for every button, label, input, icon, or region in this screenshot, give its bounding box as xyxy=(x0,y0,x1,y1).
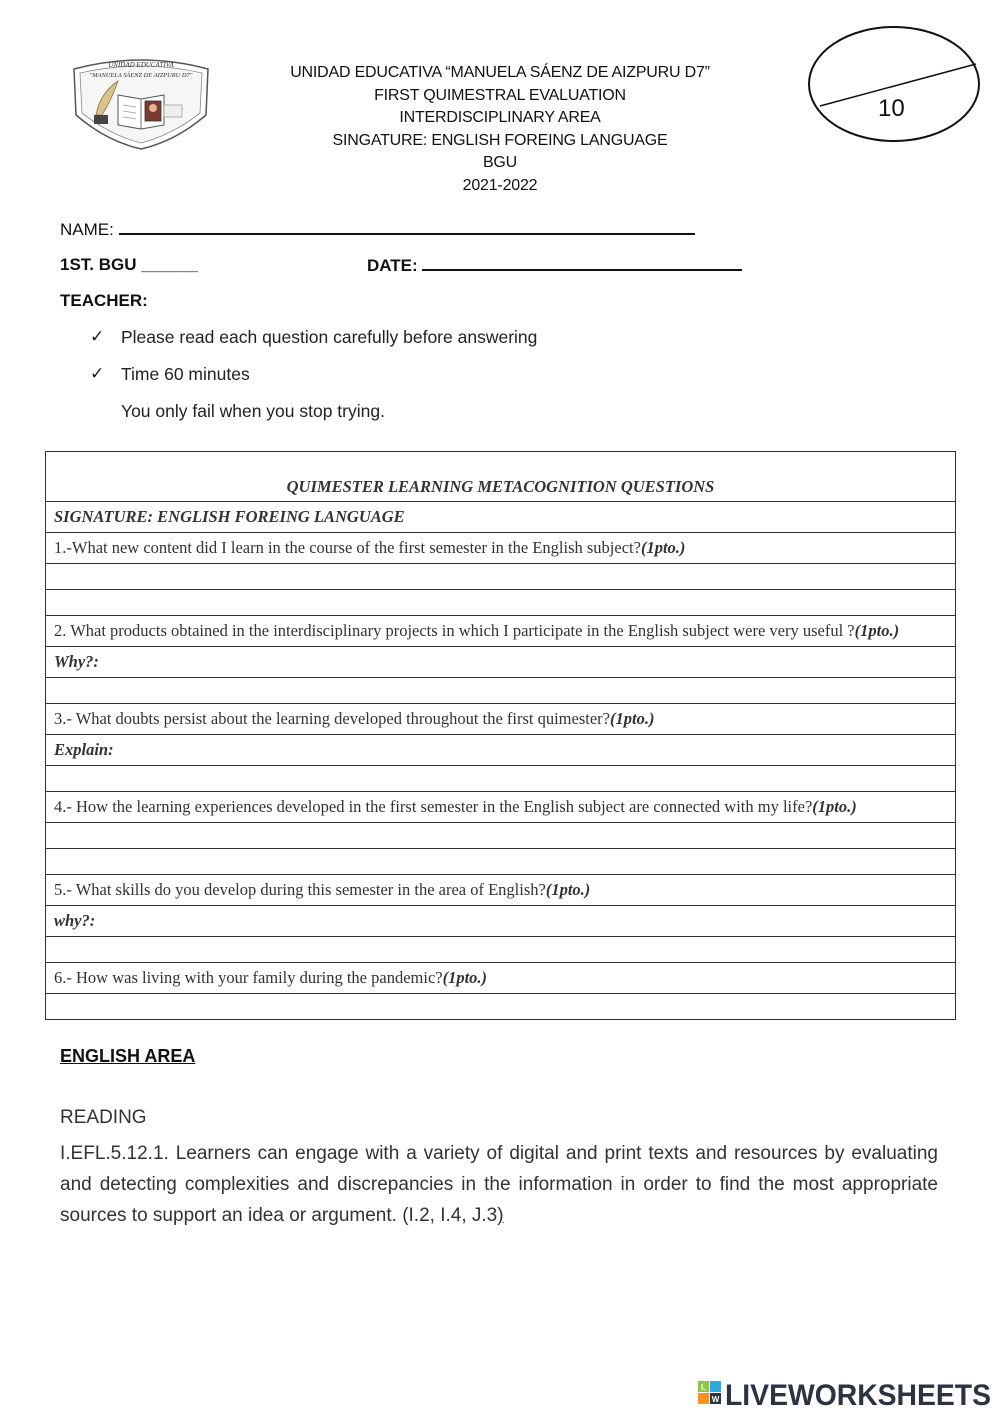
question-2: 2. What products obtained in the interdisciplinary projects in which I participate in the English subject were very useful ?(1pto.) xyxy=(46,616,956,647)
table-subject: SIGNATURE: ENGLISH FOREING LANGUAGE xyxy=(46,502,956,533)
name-label: NAME: xyxy=(60,220,114,239)
score-circle xyxy=(806,24,982,144)
instruction-time: Time 60 minutes xyxy=(121,364,250,384)
reading-heading: READING xyxy=(60,1107,147,1128)
header-line-subject: SINGATURE: ENGLISH FOREING LANGUAGE xyxy=(332,131,668,149)
question-5: 5.- What skills do you develop during this semester in the area of English?(1pto.) xyxy=(46,875,956,906)
inkwell-icon xyxy=(94,115,108,124)
english-area-title: ENGLISH AREA xyxy=(60,1046,196,1066)
date-row xyxy=(367,255,742,276)
reading-objective: I.EFL.5.12.1. Learners can engage with a variety of digital and print texts and resources by evaluating and detecting complexities and discrepancies in the information in order to find the most appropriate sources to support an idea or argument. (I.2, I.4, J.3) xyxy=(60,1143,938,1226)
date-blank[interactable] xyxy=(422,255,742,271)
answer-field-1a[interactable] xyxy=(46,564,956,590)
watermark-text: LIVEWORKSHEETS xyxy=(725,1379,991,1412)
question-1: 1.-What new content did I learn in the course of the first semester in the English subject?(1pto.) xyxy=(46,533,956,564)
question-5-why: why?: xyxy=(46,906,956,937)
answer-field-1b[interactable] xyxy=(46,590,956,616)
liveworksheets-watermark xyxy=(697,1372,993,1412)
exam-header xyxy=(250,62,750,198)
answer-field-5[interactable] xyxy=(46,937,956,963)
instruction-read-carefully: Please read each question carefully before answering xyxy=(121,327,538,347)
logo-text-top: UNIDAD EDUCATIVA xyxy=(108,61,174,69)
question-4: 4.- How the learning experiences developed in the first semester in the English subject are connected with my life?(1pto.) xyxy=(46,792,956,823)
question-3-explain: Explain: xyxy=(46,735,956,766)
school-logo-crest xyxy=(66,55,216,151)
answer-field-2[interactable] xyxy=(46,678,956,704)
table-title: QUIMESTER LEARNING METACOGNITION QUESTIONS xyxy=(46,452,956,502)
logo-badge-l: L xyxy=(701,1383,706,1392)
name-blank[interactable] xyxy=(119,219,695,235)
header-line-year: 2021-2022 xyxy=(462,176,538,194)
logo-text-bottom: "MANUELA SÁENZ DE AIZPURU D7" xyxy=(89,72,193,79)
score-value: 10 xyxy=(878,95,905,122)
teacher-label: TEACHER: xyxy=(60,291,148,310)
header-line-school: UNIDAD EDUCATIVA “MANUELA SÁENZ DE AIZPURU D7” xyxy=(290,64,710,81)
answer-field-3[interactable] xyxy=(46,766,956,792)
date-label: DATE: xyxy=(367,256,418,275)
header-line-evaluation: FIRST QUIMESTRAL EVALUATION xyxy=(374,86,626,104)
answer-field-6[interactable] xyxy=(46,994,956,1020)
header-line-level: BGU xyxy=(482,154,518,172)
logo-badge-w: W xyxy=(711,1395,720,1404)
checkmark-icon: ✓ xyxy=(90,327,105,346)
checkmark-icon: ✓ xyxy=(90,364,105,383)
name-row xyxy=(60,219,695,240)
logo-square-orange xyxy=(698,1393,709,1404)
header-line-area: INTERDISCIPLINARY AREA xyxy=(399,109,601,127)
question-2-why: Why?: xyxy=(46,647,956,678)
answer-field-4b[interactable] xyxy=(46,849,956,875)
question-3: 3.- What doubts persist about the learning developed throughout the first quimester?(1pto.) xyxy=(46,704,956,735)
answer-field-4a[interactable] xyxy=(46,823,956,849)
motto: You only fail when you stop trying. xyxy=(121,401,385,421)
logo-square-blue xyxy=(710,1381,721,1392)
metacognition-questions-table xyxy=(45,451,956,1020)
course-label: 1ST. BGU ______ xyxy=(60,255,198,274)
question-6: 6.- How was living with your family during the pandemic?(1pto.) xyxy=(46,963,956,994)
